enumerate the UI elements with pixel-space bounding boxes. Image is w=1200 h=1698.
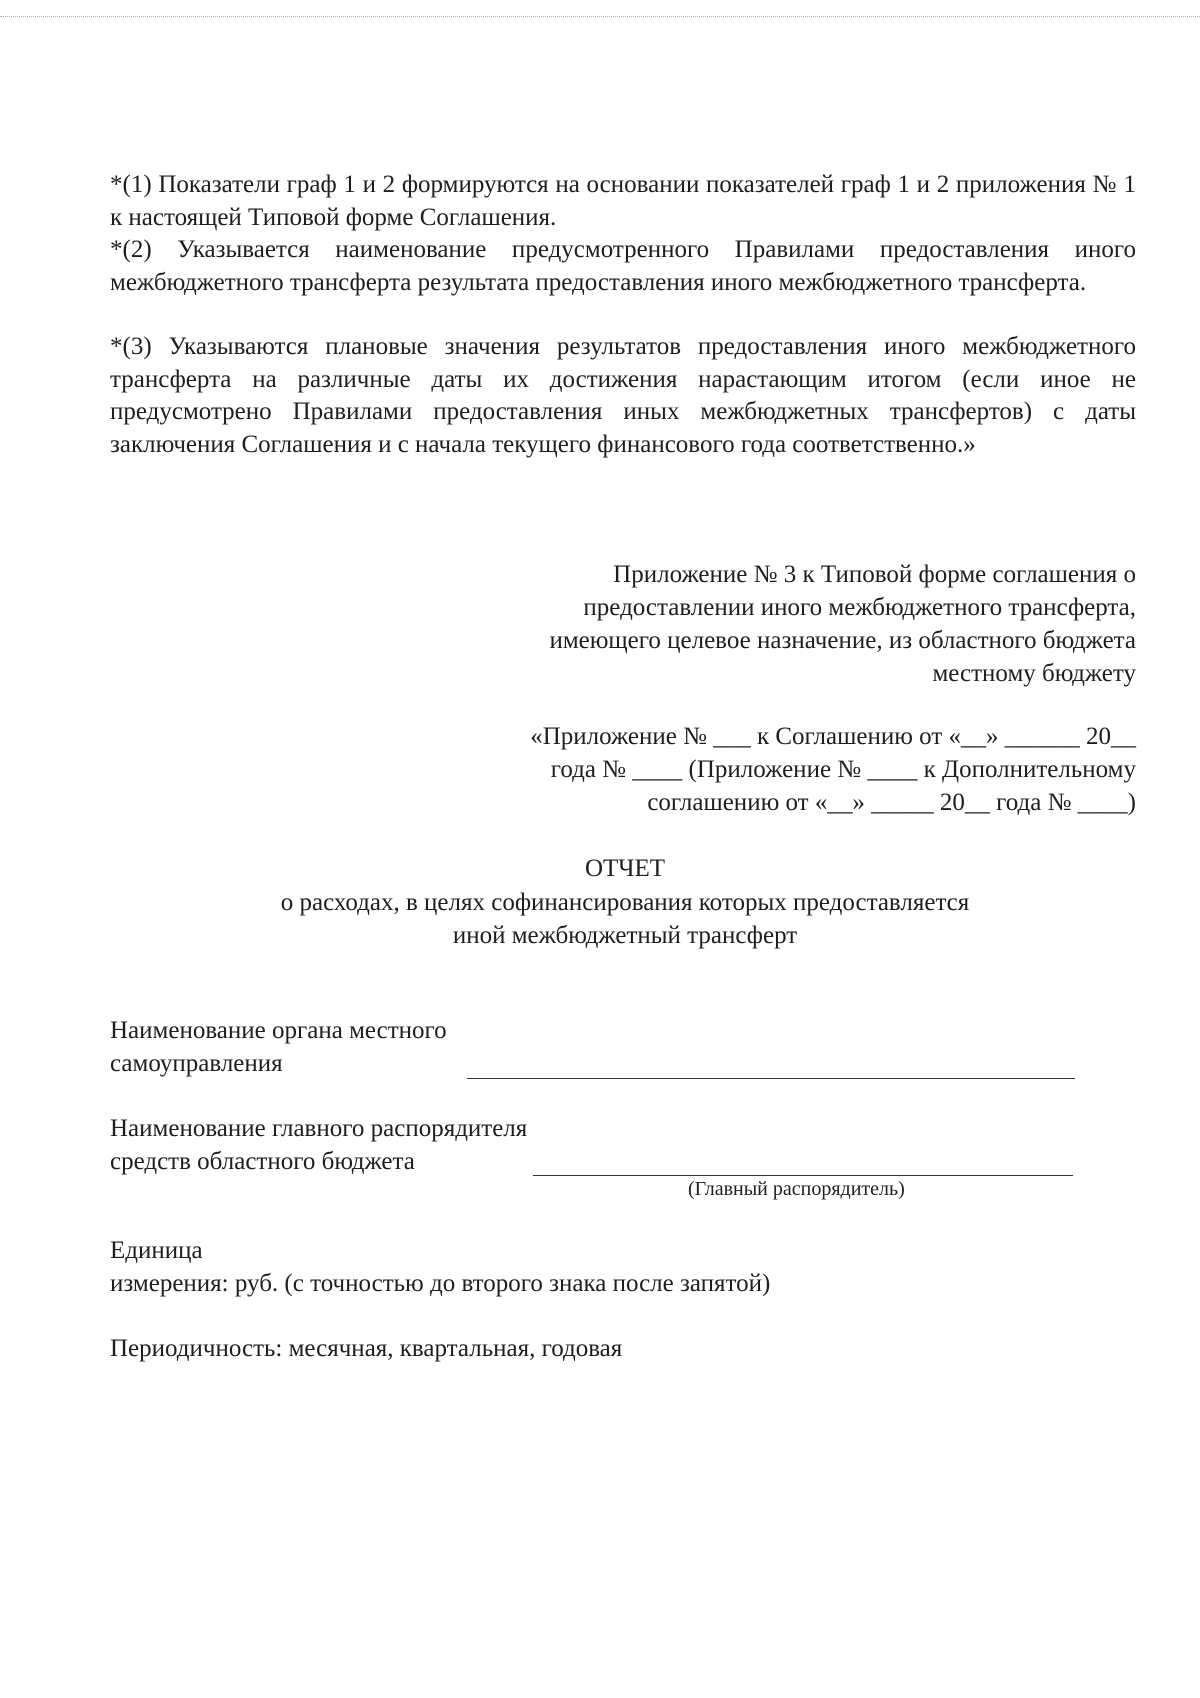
- footnote-3: *(3) Указываются плановые значения результатов предоставления иного межбюджетного трансферта на различные даты их достижения нарастающим итогом (если иное не предусмотрено Правилами предоставления иных межбюджетных трансфертов) с даты заключения Соглашения и с начала текущего финансового года соответственно.»: [110, 333, 1136, 458]
- annex-header-line: Приложение № 3 к Типовой форме соглашения о: [613, 561, 1136, 588]
- local-authority-label-line: самоуправления: [110, 1049, 283, 1077]
- unit-of-measure-line: Единица: [110, 1237, 203, 1264]
- report-subtitle: [175, 886, 1075, 952]
- chief-administrator-label: [110, 1113, 527, 1178]
- agreement-reference: [416, 720, 1136, 819]
- annex-header-line: имеющего целевое назначение, из областного бюджета: [549, 627, 1136, 654]
- chief-administrator-blank-line: [533, 1175, 1073, 1176]
- annex-header-line: предоставлении иного межбюджетного трансферта,: [583, 594, 1136, 621]
- report-subtitle-line: иной межбюджетный трансферт: [452, 922, 798, 949]
- periodicity: Периодичность: месячная, квартальная, годовая: [110, 1335, 623, 1362]
- agreement-reference-line: соглашению от «__» _____ 20__ года № ____): [647, 789, 1136, 816]
- local-authority-label: [110, 1015, 447, 1080]
- report-subtitle-line: о расходах, в целях софинансирования которых предоставляется: [280, 889, 970, 916]
- chief-administrator-label-line: средств областного бюджета: [110, 1147, 415, 1175]
- agreement-reference-line: года № ____ (Приложение № ____ к Дополнительному: [550, 756, 1136, 783]
- chief-administrator-label-line: Наименование главного распорядителя: [110, 1115, 528, 1142]
- footnote-2: *(2) Указывается наименование предусмотренного Правилами предоставления иного межбюджетного трансферта результата предоставления иного межбюджетного трансферта.: [110, 236, 1136, 296]
- unit-of-measure-line: измерения: руб. (с точностью до второго знака после запятой): [110, 1269, 771, 1297]
- scan-edge-line: [0, 16, 1200, 17]
- unit-of-measure: [110, 1235, 770, 1300]
- local-authority-blank-line: [467, 1078, 1075, 1079]
- agreement-reference-line: «Приложение № ___ к Соглашению от «__» ______ 20__: [530, 723, 1136, 750]
- local-authority-label-line: Наименование органа местного: [110, 1017, 447, 1044]
- chief-administrator-caption: (Главный распорядитель): [688, 1178, 905, 1200]
- annex-header-line: местному бюджету: [932, 660, 1136, 687]
- annex-header: [436, 558, 1136, 690]
- footnote-1: *(1) Показатели граф 1 и 2 формируются на основании показателей граф 1 и 2 приложения № 1 к настоящей Типовой форме Соглашения.: [110, 171, 1136, 231]
- report-title: ОТЧЕТ: [584, 855, 666, 882]
